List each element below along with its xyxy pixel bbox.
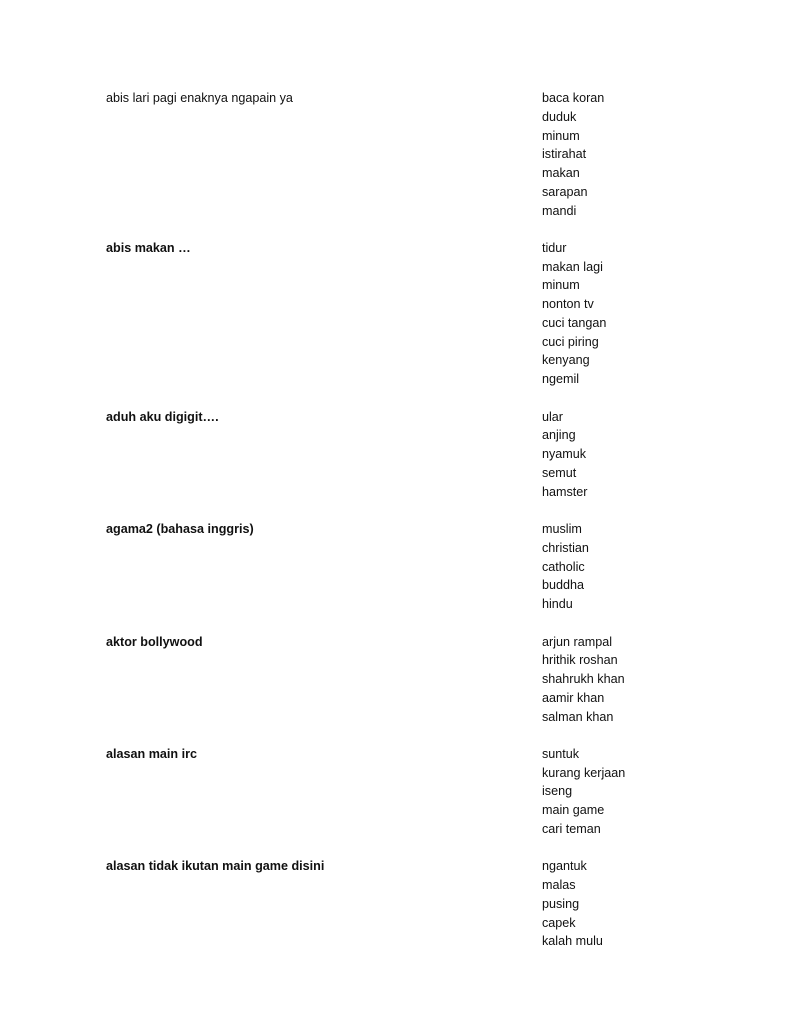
answer-item: cuci piring xyxy=(542,334,599,349)
question-text: abis makan … xyxy=(106,240,191,255)
answer-item: makan lagi xyxy=(542,259,603,274)
answer-list xyxy=(542,89,604,220)
question-entry xyxy=(106,745,686,839)
answer-item: muslim xyxy=(542,522,582,537)
answer-item: anjing xyxy=(542,428,576,443)
question-entry xyxy=(106,239,686,389)
answer-list xyxy=(542,239,606,389)
answer-item: istirahat xyxy=(542,147,587,162)
answer-item: kurang kerjaan xyxy=(542,765,626,780)
question-entry xyxy=(106,89,686,220)
answer-item: aamir khan xyxy=(542,690,605,705)
question-text: abis lari pagi enaknya ngapain ya xyxy=(106,91,293,105)
answer-item: baca koran xyxy=(542,91,605,105)
answer-item: makan xyxy=(542,166,580,180)
answer-item: capek xyxy=(542,915,576,930)
answer-item: duduk xyxy=(542,109,577,124)
answer-item: kenyang xyxy=(542,353,590,368)
answer-item: hindu xyxy=(542,597,573,612)
answer-item: minum xyxy=(542,278,580,293)
answer-item: ngantuk xyxy=(542,859,587,874)
question-text: aktor bollywood xyxy=(106,634,203,649)
answer-item: malas xyxy=(542,878,576,893)
answer-item: mandi xyxy=(542,203,577,218)
question-text: agama2 (bahasa inggris) xyxy=(106,522,254,537)
answer-item: semut xyxy=(542,465,577,480)
answer-item: buddha xyxy=(542,578,585,593)
answer-item: christian xyxy=(542,540,589,555)
answer-item: suntuk xyxy=(542,746,580,761)
answer-item: catholic xyxy=(542,559,585,574)
answer-item: hrithik roshan xyxy=(542,653,618,668)
answer-item: hamster xyxy=(542,484,588,499)
answer-item: kalah mulu xyxy=(542,934,603,949)
answer-item: shahrukh khan xyxy=(542,672,625,686)
answer-item: arjun rampal xyxy=(542,634,612,649)
question-entry xyxy=(106,857,686,951)
answer-item: tidur xyxy=(542,240,567,255)
answer-item: minum xyxy=(542,128,580,143)
question-entry xyxy=(106,520,686,614)
answer-list xyxy=(542,408,588,502)
question-answer-list xyxy=(106,89,686,970)
answer-item: main game xyxy=(542,803,605,818)
answer-item: pusing xyxy=(542,896,580,911)
answer-item: nonton tv xyxy=(542,297,594,312)
question-entry xyxy=(106,408,686,502)
answer-item: cari teman xyxy=(542,821,601,836)
answer-list xyxy=(542,633,625,727)
answer-item: ular xyxy=(542,409,563,424)
answer-item: iseng xyxy=(542,784,573,799)
answer-item: salman khan xyxy=(542,709,614,724)
answer-item: sarapan xyxy=(542,184,588,199)
answer-list xyxy=(542,745,625,839)
question-text: alasan tidak ikutan main game disini xyxy=(106,859,325,874)
answer-item: cuci tangan xyxy=(542,315,607,330)
answer-list xyxy=(542,857,603,951)
answer-list xyxy=(542,520,589,614)
question-text: aduh aku digigit…. xyxy=(106,409,219,424)
question-entry xyxy=(106,633,686,727)
answer-item: nyamuk xyxy=(542,447,587,462)
answer-item: ngemil xyxy=(542,372,580,387)
question-text: alasan main irc xyxy=(106,746,198,761)
